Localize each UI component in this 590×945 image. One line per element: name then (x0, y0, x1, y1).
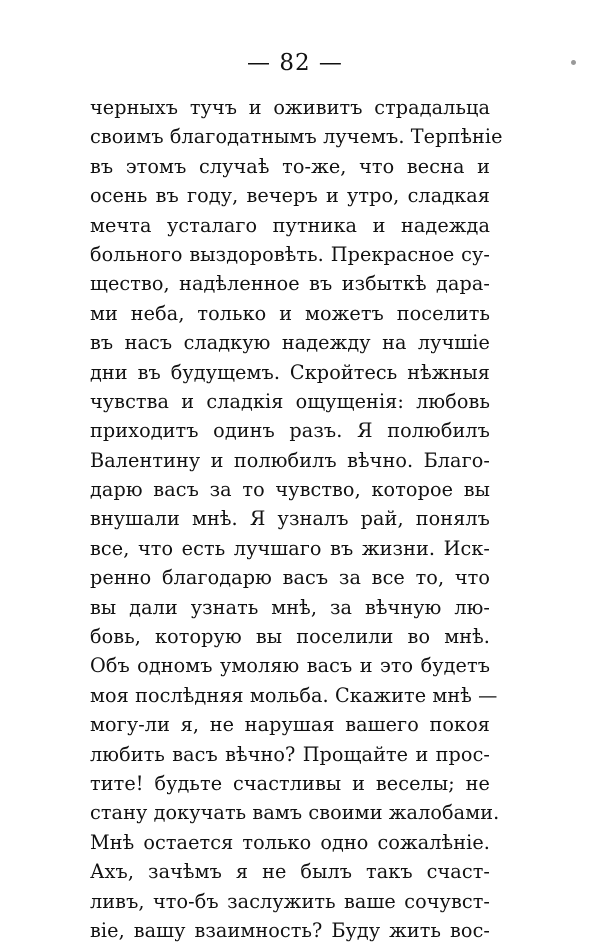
text-line: тите! будьте счастливы и веселы; не (90, 771, 490, 795)
text-line: Объ одномъ умоляю васъ и это будетъ (90, 654, 490, 678)
text-line: ливъ, что-бъ заслужить ваше сочувст- (90, 889, 490, 913)
text-line: моя послѣдняя мольба. Скажите мнѣ — (90, 683, 498, 707)
text-line: больного выздоровѣть. Прекрасное су- (90, 242, 490, 266)
text-line: щество, надѣленное въ избыткѣ дара- (90, 272, 490, 296)
text-line: осень въ году, вечеръ и утро, сладкая (90, 184, 490, 208)
text-line: внушали мнѣ. Я узналъ рай, понялъ (90, 507, 490, 531)
text-line: ренно благодарю васъ за все то, что (90, 566, 490, 590)
text-line: своимъ благодатнымъ лучемъ. Терпѣніе (90, 125, 503, 149)
text-line: віе, вашу взаимность? Буду жить вос- (90, 918, 490, 942)
scan-speck (571, 60, 576, 65)
text-line: дарю васъ за то чувство, которое вы (90, 478, 490, 502)
text-line: приходитъ одинъ разъ. Я полюбилъ (90, 419, 490, 443)
text-line: въ этомъ случаѣ то-же, что весна и (90, 154, 490, 178)
text-line: въ насъ сладкую надежду на лучшіе (90, 331, 490, 355)
page-number: — 82 — (247, 50, 343, 76)
body-text (90, 93, 503, 945)
text-line: стану докучать вамъ своими жалобами. (90, 801, 500, 825)
text-line: любить васъ вѣчно? Прощайте и прос- (90, 742, 490, 766)
text-line: все, что есть лучшаго въ жизни. Иск- (90, 536, 490, 560)
text-line: Мнѣ остается только одно сожалѣніе. (90, 830, 490, 854)
text-line: дни въ будущемъ. Скройтесь нѣжныя (90, 360, 490, 384)
text-line: могу-ли я, не нарушая вашего покоя (90, 713, 490, 737)
text-line: Ахъ, зачѣмъ я не былъ такъ счаст- (90, 860, 490, 884)
text-line: черныхъ тучъ и оживитъ страдальца (90, 96, 490, 119)
text-line: чувства и сладкія ощущенія: любовь (90, 389, 490, 413)
text-line: Валентину и полюбилъ вѣчно. Благо- (90, 448, 490, 472)
text-line: ми неба, только и можетъ поселить (90, 301, 490, 325)
text-line: вы дали узнать мнѣ, за вѣчную лю- (90, 595, 490, 619)
text-line: мечта усталаго путника и надежда (90, 213, 490, 237)
text-line: бовь, которую вы поселили во мнѣ. (90, 625, 490, 649)
